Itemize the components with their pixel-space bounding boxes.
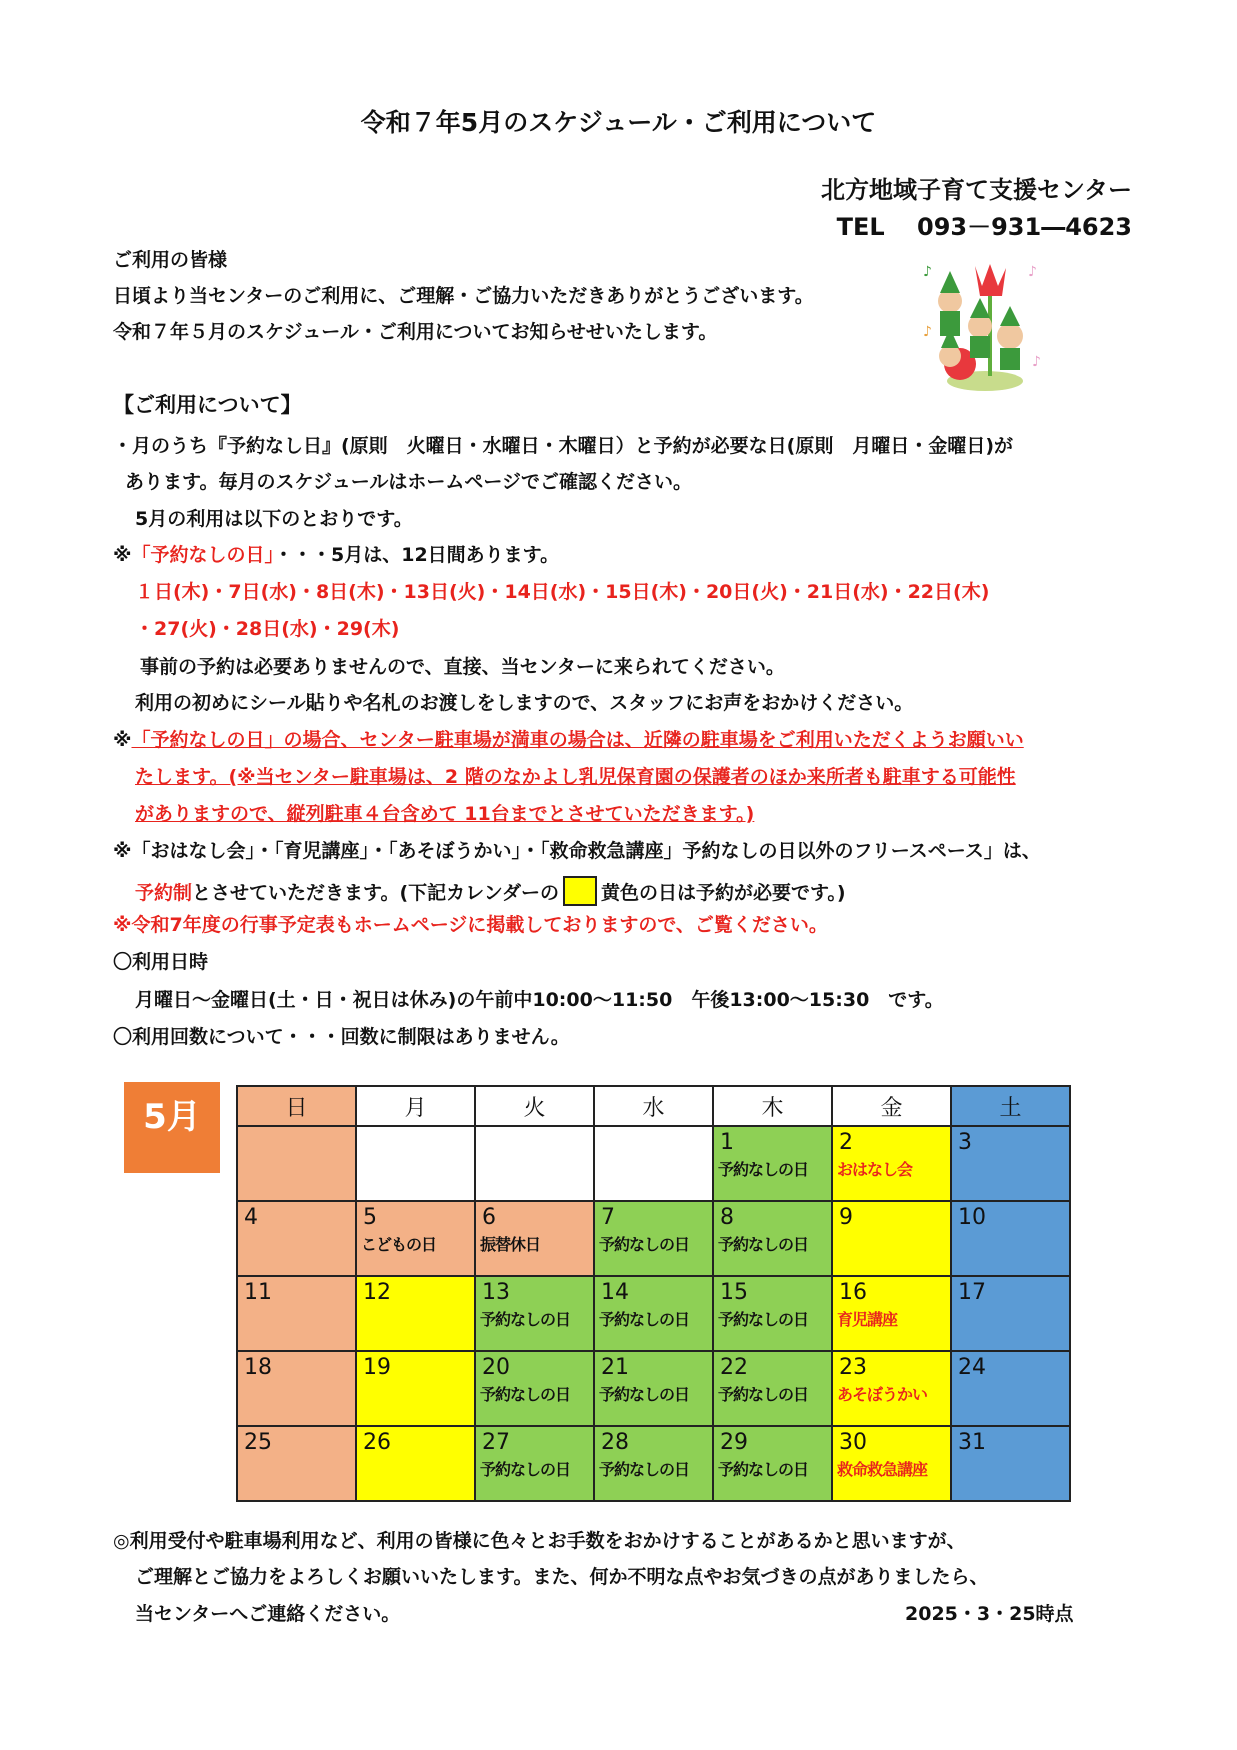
calendar-day-cell xyxy=(594,1201,713,1276)
day-number: 30 xyxy=(839,1430,867,1455)
day-note xyxy=(357,1455,474,1457)
usage-heading: 【ご利用について】 xyxy=(113,393,302,417)
weekday-header: 火 xyxy=(475,1086,594,1126)
usage-para-2: あります。毎月のスケジュールはホームページでご確認ください。 xyxy=(125,471,692,493)
day-note: 予約なしの日 xyxy=(599,1460,690,1479)
day-note xyxy=(476,1131,593,1133)
parking-note-line-1 xyxy=(113,728,1024,752)
calendar-day-cell xyxy=(713,1126,832,1201)
calendar-day-cell xyxy=(356,1426,475,1501)
day-number: 22 xyxy=(720,1355,748,1380)
usage-para-4: 事前の予約は必要ありませんので、直接、当センターに来られてください。 xyxy=(140,656,785,678)
day-number: 6 xyxy=(482,1205,496,1230)
day-number: 13 xyxy=(482,1280,510,1305)
svg-text:♪: ♪ xyxy=(1032,354,1041,370)
weekday-header: 木 xyxy=(713,1086,832,1126)
calendar-day-cell xyxy=(951,1351,1070,1426)
calendar-day-cell xyxy=(713,1426,832,1501)
day-note xyxy=(238,1305,355,1307)
svg-text:♪: ♪ xyxy=(923,264,932,280)
calendar-day-cell xyxy=(475,1201,594,1276)
page-title: 令和７年5月のスケジュール・ご利用について xyxy=(360,108,877,137)
day-note: 予約なしの日 xyxy=(718,1385,809,1404)
calendar-day-cell xyxy=(237,1426,356,1501)
calendar-day-cell xyxy=(594,1276,713,1351)
note-mark: ※ xyxy=(113,544,132,566)
calendar-day-cell xyxy=(832,1351,951,1426)
day-number: 24 xyxy=(958,1355,986,1380)
day-note: 救命救急講座 xyxy=(837,1460,928,1479)
weekday-header: 月 xyxy=(356,1086,475,1126)
day-number: 18 xyxy=(244,1355,272,1380)
calendar-day-cell xyxy=(356,1201,475,1276)
parking-note-line-2: たします。(※当センター駐車場は、2 階のなかよし乳児保育園の保護者のほか来所者も駐車する可能性 xyxy=(135,766,1016,788)
reservation-note-mid: とさせていただきます。(下記カレンダーの xyxy=(192,882,559,904)
day-note xyxy=(595,1131,712,1133)
footer-line-1: ◎利用受付や駐車場利用など、利用の皆様に色々とお手数をおかけすることがあるかと思いますが、 xyxy=(113,1530,966,1552)
usage-para-1: ・月のうち『予約なし日』(原則 火曜日・水曜日・木曜日）と予約が必要な日(原則 月曜日・金曜日)が xyxy=(113,435,1014,457)
calendar-day-cell xyxy=(356,1351,475,1426)
day-note: こどもの日 xyxy=(361,1235,437,1254)
day-number: 28 xyxy=(601,1430,629,1455)
weekday-header: 金 xyxy=(832,1086,951,1126)
no-reservation-dates-2: ・27(火)・28日(水)・29(木) xyxy=(135,618,400,640)
calendar-day-cell xyxy=(832,1201,951,1276)
month-badge: 5月 xyxy=(124,1082,220,1173)
day-note xyxy=(952,1155,1069,1157)
calendar-week-row xyxy=(237,1276,1070,1351)
usage-count-text: 〇利用回数について・・・回数に制限はありません。 xyxy=(113,1026,570,1048)
calendar-day-cell xyxy=(237,1351,356,1426)
day-number: 31 xyxy=(958,1430,986,1455)
calendar-day-cell xyxy=(475,1426,594,1501)
day-note xyxy=(952,1455,1069,1457)
calendar-week-row xyxy=(237,1126,1070,1201)
day-note: 予約なしの日 xyxy=(718,1460,809,1479)
calendar-day-cell xyxy=(237,1126,356,1201)
day-number: 20 xyxy=(482,1355,510,1380)
day-note: 振替休日 xyxy=(480,1235,541,1254)
weekday-header: 土 xyxy=(951,1086,1070,1126)
footer-line-3: 当センターへご連絡ください。 xyxy=(135,1603,401,1625)
day-note: 育児講座 xyxy=(837,1310,898,1329)
salutation: ご利用の皆様 xyxy=(113,249,228,271)
calendar-day-cell xyxy=(951,1201,1070,1276)
parking-note-text-1: 「予約なしの日」の場合、センター駐車場が満車の場合は、近隣の駐車場をご利用いただくようお願いい xyxy=(131,729,1024,751)
day-number: 19 xyxy=(363,1355,391,1380)
day-note: 予約なしの日 xyxy=(599,1235,690,1254)
day-note xyxy=(833,1230,950,1232)
calendar-header-row xyxy=(237,1086,1070,1126)
calendar-day-cell xyxy=(237,1276,356,1351)
day-number: 25 xyxy=(244,1430,272,1455)
svg-text:♪: ♪ xyxy=(1028,264,1037,280)
no-reservation-count: ・・・5月は、12日間あります。 xyxy=(274,544,560,566)
calendar-day-cell xyxy=(475,1126,594,1201)
day-number: 15 xyxy=(720,1280,748,1305)
day-note: 予約なしの日 xyxy=(480,1460,571,1479)
day-note: 予約なしの日 xyxy=(599,1385,690,1404)
day-note xyxy=(238,1380,355,1382)
day-note xyxy=(357,1305,474,1307)
calendar-day-cell xyxy=(832,1426,951,1501)
day-note xyxy=(357,1131,474,1133)
day-number: 4 xyxy=(244,1205,258,1230)
day-number: 1 xyxy=(720,1130,734,1155)
day-number: 10 xyxy=(958,1205,986,1230)
day-note: あそぼうかい xyxy=(837,1385,928,1404)
day-number: 11 xyxy=(244,1280,272,1305)
day-number: 21 xyxy=(601,1355,629,1380)
calendar-day-cell xyxy=(475,1351,594,1426)
greeting-line-2: 令和７年５月のスケジュール・ご利用についてお知らせせいたします。 xyxy=(113,321,718,343)
reservation-required-label: 予約制 xyxy=(135,882,193,904)
org-tel: TEL 093－931―4623 xyxy=(836,213,1132,241)
day-number: 12 xyxy=(363,1280,391,1305)
weekday-header: 日 xyxy=(237,1086,356,1126)
day-note: 予約なしの日 xyxy=(718,1235,809,1254)
calendar-day-cell xyxy=(951,1426,1070,1501)
calendar-day-cell xyxy=(356,1126,475,1201)
day-number: 16 xyxy=(839,1280,867,1305)
hours-heading: 〇利用日時 xyxy=(113,951,209,973)
day-number: 3 xyxy=(958,1130,972,1155)
day-number: 5 xyxy=(363,1205,377,1230)
parking-note-line-3: がありますので、縦列駐車４台含めて 11台までとさせていただきます。) xyxy=(135,803,755,825)
note-no-reservation xyxy=(113,543,559,567)
calendar-day-cell xyxy=(594,1351,713,1426)
day-number: 7 xyxy=(601,1205,615,1230)
day-number: 9 xyxy=(839,1205,853,1230)
calendar-day-cell xyxy=(951,1276,1070,1351)
day-number: 23 xyxy=(839,1355,867,1380)
day-note xyxy=(238,1131,355,1133)
day-note: 予約なしの日 xyxy=(718,1160,809,1179)
day-number: 27 xyxy=(482,1430,510,1455)
usage-para-3: 5月の利用は以下のとおりです。 xyxy=(135,508,413,530)
calendar-week-row xyxy=(237,1201,1070,1276)
day-number: 17 xyxy=(958,1280,986,1305)
day-note: 予約なしの日 xyxy=(480,1310,571,1329)
calendar-day-cell xyxy=(594,1126,713,1201)
day-number: 2 xyxy=(839,1130,853,1155)
calendar-day-cell xyxy=(475,1276,594,1351)
day-number: 26 xyxy=(363,1430,391,1455)
calendar-day-cell xyxy=(832,1276,951,1351)
calendar-day-cell xyxy=(356,1276,475,1351)
day-note xyxy=(238,1455,355,1457)
calendar-day-cell xyxy=(713,1351,832,1426)
as-of-date: 2025・3・25時点 xyxy=(905,1603,1074,1625)
svg-text:♪: ♪ xyxy=(923,324,932,340)
calendar-table xyxy=(236,1085,1071,1502)
no-reservation-label: 「予約なしの日」 xyxy=(131,544,274,566)
day-note xyxy=(238,1230,355,1232)
reservation-note-end: 黄色の日は予約が必要です。) xyxy=(600,882,846,904)
calendar-day-cell xyxy=(713,1276,832,1351)
note-mark: ※ xyxy=(113,729,132,751)
calendar-day-cell xyxy=(713,1201,832,1276)
annual-schedule-note: ※令和7年度の行事予定表もホームページに掲載しておりますので、ご覧ください。 xyxy=(113,914,828,936)
day-note xyxy=(357,1380,474,1382)
org-name: 北方地域子育て支援センター xyxy=(820,176,1132,204)
day-note xyxy=(952,1230,1069,1232)
calendar-day-cell xyxy=(237,1201,356,1276)
yellow-legend-swatch xyxy=(563,876,597,906)
calendar-day-cell xyxy=(951,1126,1070,1201)
calendar-week-row xyxy=(237,1426,1070,1501)
day-number: 14 xyxy=(601,1280,629,1305)
day-note xyxy=(952,1380,1069,1382)
children-with-flower-illustration xyxy=(920,256,1050,401)
day-number: 8 xyxy=(720,1205,734,1230)
day-note: 予約なしの日 xyxy=(480,1385,571,1404)
day-note xyxy=(952,1305,1069,1307)
day-note: 予約なしの日 xyxy=(599,1310,690,1329)
weekday-header: 水 xyxy=(594,1086,713,1126)
footer-line-2: ご理解とご協力をよろしくお願いいたします。また、何か不明な点やお気づきの点がありましたら、 xyxy=(135,1566,989,1588)
usage-para-5: 利用の初めにシール貼りや名札のお渡しをしますので、スタッフにお声をおかけください。 xyxy=(135,692,914,714)
day-note: 予約なしの日 xyxy=(718,1310,809,1329)
calendar-day-cell xyxy=(832,1126,951,1201)
calendar-day-cell xyxy=(594,1426,713,1501)
hours-text: 月曜日～金曜日(土・日・祝日は休み)の午前中10:00～11:50 午後13:00～15:30 です。 xyxy=(135,989,944,1011)
day-note: おはなし会 xyxy=(837,1160,913,1179)
no-reservation-dates-1: １日(木)・7日(水)・8日(木)・13日(火)・14日(水)・15日(木)・20日(火)・21日(水)・22日(木) xyxy=(135,581,990,603)
day-number: 29 xyxy=(720,1430,748,1455)
greeting-line-1: 日頃より当センターのご利用に、ご理解・ご協力いただきありがとうございます。 xyxy=(113,285,814,307)
reservation-note-line-1: ※「おはなし会」・「育児講座」・「あそぼうかい」・「救命救急講座」予約なしの日以外のフリースペース」は、 xyxy=(113,840,1041,862)
calendar-week-row xyxy=(237,1351,1070,1426)
reservation-note-line-2 xyxy=(135,876,846,906)
